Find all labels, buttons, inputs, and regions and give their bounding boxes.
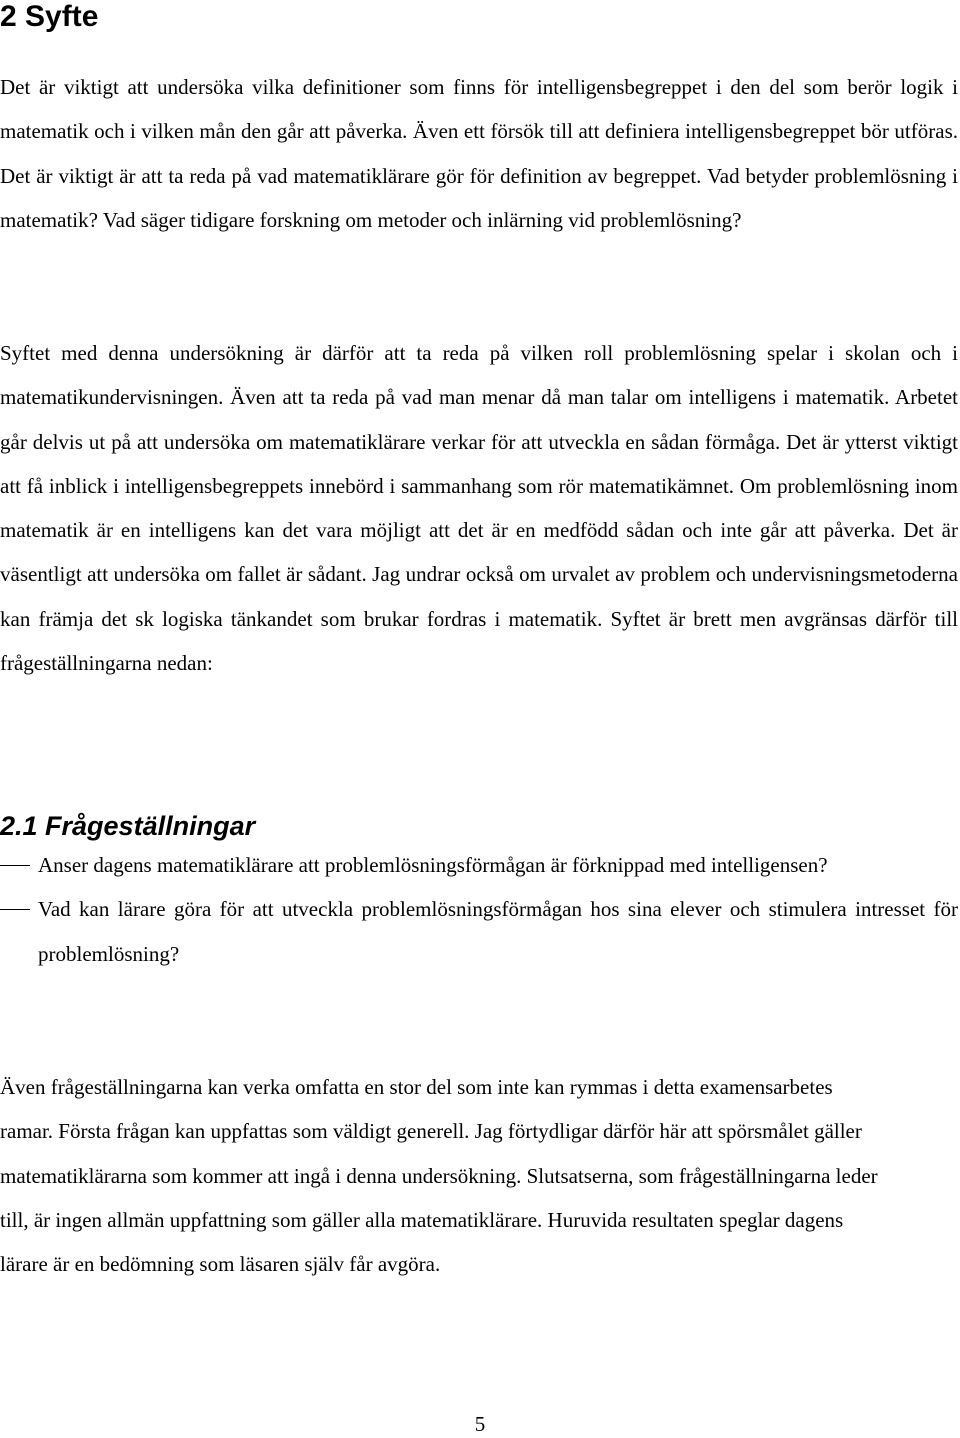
section-heading: 2 Syfte [0,0,99,33]
subsection-heading: 2.1 Frågeställningar [0,811,256,841]
question-text: Anser dagens matematiklärare att problemlösningsförmågan är förknippad med intelligensen? [38,853,828,877]
paragraph-purpose: Syftet med denna undersökning är därför att ta reda på vilken roll problemlösning spelar i skolan och i matematikundervisningen. Även att ta reda på vad man menar då man talar om intelligens i matematik. Arbetet går delvis ut på att undersöka om matematiklärare verkar för att utveckla en sådan förmåga. Det är ytterst viktigt att få inblick i intelligensbegreppets innebörd i sammanhang som rör matematikämnet. Om problemlösning inom matematik är en intelligens kan det vara möjligt att det är en medfödd sådan och inte går att påverka. Det är väsentligt att undersöka om fallet är sådant. Jag undrar också om urvalet av problem och undervisningsmetoderna kan främja det sk logiska tänkandet som brukar fordras i matematik. Syftet är brett men avgränsas därför till frågeställningarna nedan: [0,341,958,676]
question-list [0,843,958,976]
list-item [0,843,958,887]
paragraph-intro: Det är viktigt att undersöka vilka definitioner som finns för intelligensbegreppet i den del som berör logik i matematik och i vilken mån den går att påverka. Även ett försök till att definiera intelligensbegreppet bör utföras. Det är viktigt är att ta reda på vad matematiklärare gör för definition av begreppet. Vad betyder problemlösning i matematik? Vad säger tidigare forskning om metoder och inlärning vid problemlösning? [0,75,958,232]
list-item [0,887,958,976]
page-number: 5 [474,1412,486,1436]
paragraph-delimitation: Även frågeställningarna kan verka omfatta en stor del som inte kan rymmas i detta examensarbetes ramar. Första frågan kan uppfattas som väldigt generell. Jag förtydligar därför här att spörsmålet gäller matematiklärarna som kommer att ingå i denna undersökning. Slutsatserna, som frågeställningarna leder till, är ingen allmän uppfattning som gäller alla matematiklärare. Huruvida resultaten speglar dagens lärare är en bedömning som läsaren själv får avgöra. [0,1075,878,1277]
question-text: Vad kan lärare göra för att utveckla problemlösningsförmågan hos sina elever och stimulera intresset för problemlösning? [38,897,958,966]
